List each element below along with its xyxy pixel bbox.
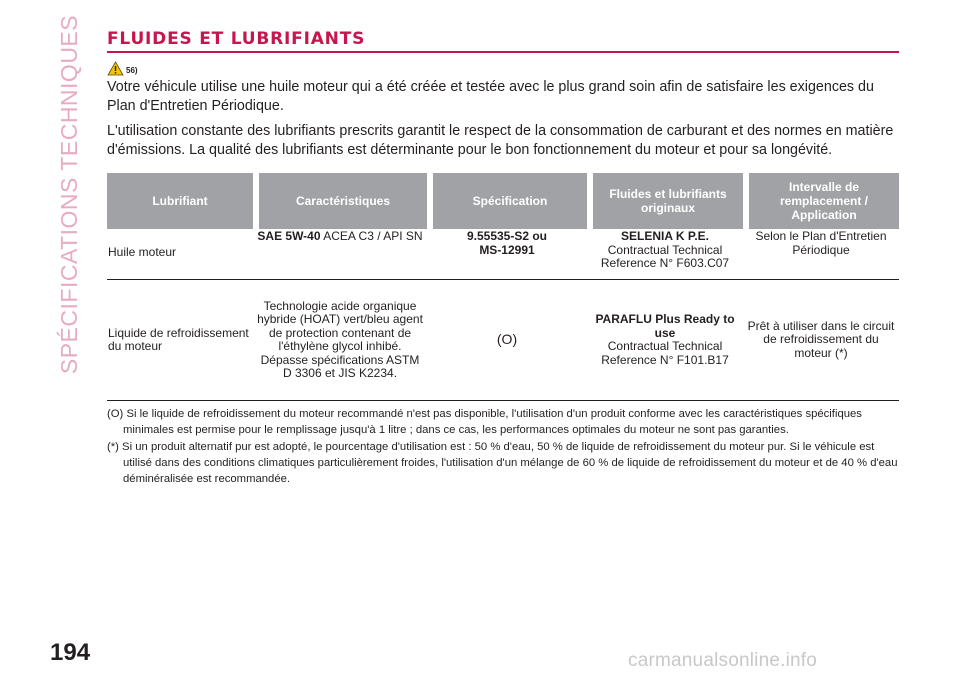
header-original-fluids: Fluides et lubrifiants originaux bbox=[587, 173, 743, 229]
watermark: carmanualsonline.info bbox=[628, 650, 818, 671]
cell-original-fluid bbox=[587, 280, 743, 401]
reference-line: Contractual Technical bbox=[607, 339, 723, 353]
table-notes bbox=[107, 406, 899, 487]
header-characteristics: Caractéristiques bbox=[253, 173, 427, 229]
spec-line: MS-12991 bbox=[479, 242, 535, 257]
cell-original-fluid bbox=[587, 229, 743, 280]
side-section-title: SPÉCIFICATIONS TECHNIQUES bbox=[56, 14, 83, 375]
header-specification: Spécification bbox=[427, 173, 587, 229]
spec-line: 9.55535-S2 ou bbox=[466, 229, 548, 243]
header-lubricant: Lubrifiant bbox=[107, 173, 253, 229]
title-rule bbox=[107, 51, 899, 53]
standard-text: ACEA C3 / API SN bbox=[320, 229, 423, 243]
reference-line: Reference N° F101.B17 bbox=[601, 352, 729, 367]
warning-triangle-icon bbox=[107, 61, 124, 76]
lubricants-table bbox=[107, 173, 899, 401]
consumption-paragraph: L'utilisation constante des lubrifiants prescrits garantit le respect de la consommation de carburant et des normes en matière d'émissions. La qualité des lubrifiants est déterminante pour le bon fonctionnement du moteur et pour sa longévité. bbox=[107, 123, 894, 158]
note-star: (*) Si un produit alternatif pur est adopté, le pourcentage d'utilisation est : 50 % d'eau, 50 % de liquide de refroidissement du moteur pur. Si le véhicule est utilisé dans des conditions climatiques particulièrement froides, l'utilisation d'un mélange de 60 % de liquide de refroidissement du moteur et de 40 % d'eau déminéralisée est recommandée. bbox=[107, 441, 898, 485]
header-interval: Intervalle de remplacement / Application bbox=[743, 173, 899, 229]
cell-interval: Selon le Plan d'Entretien Périodique bbox=[743, 229, 899, 280]
cell-specification bbox=[427, 229, 587, 280]
table-row bbox=[107, 229, 899, 280]
intro-paragraph: Votre véhicule utilise une huile moteur qui a été créée et testée avec le plus grand soin afin de satisfaire les exigences du Plan d'Entretien Périodique. bbox=[107, 79, 874, 114]
note-o: (O) Si le liquide de refroidissement du moteur recommandé n'est pas disponible, l'utilisation d'un produit conforme avec les caractéristiques spécifiques minimales est permise pour le remplissage jusqu'à 1 litre ; dans ce cas, les performances optimales du moteur ne sont pas garanties. bbox=[107, 408, 862, 436]
warning-reference bbox=[107, 61, 899, 77]
cell-characteristics: Technologie acide organique hybride (HOAT) vert/bleu agent de protection contenant de l'éthylène glycol inhibé. Dépasse spécifications ASTM D 3306 et JIS K2234. bbox=[253, 280, 427, 401]
cell-specification: (O) bbox=[427, 280, 587, 401]
table-header-row bbox=[107, 173, 899, 229]
cell-characteristics bbox=[253, 229, 427, 280]
table-row bbox=[107, 280, 899, 401]
cell-interval: Prêt à utiliser dans le circuit de refroidissement du moteur (*) bbox=[743, 280, 899, 401]
cell-lubricant: Liquide de refroidissement du moteur bbox=[107, 280, 253, 401]
warning-ref-number: 56) bbox=[126, 66, 138, 75]
product-name: SELENIA K P.E. bbox=[620, 229, 710, 243]
main-content bbox=[107, 28, 899, 488]
section-title: FLUIDES ET LUBRIFIANTS bbox=[107, 29, 366, 49]
page-number: 194 bbox=[50, 639, 91, 666]
product-name: PARAFLU Plus Ready to use bbox=[595, 312, 735, 340]
grade-text: SAE 5W-40 bbox=[257, 229, 321, 243]
reference-line: Reference N° F603.C07 bbox=[600, 256, 730, 270]
reference-line: Contractual Technical bbox=[607, 242, 723, 257]
cell-lubricant: Huile moteur bbox=[107, 229, 253, 280]
